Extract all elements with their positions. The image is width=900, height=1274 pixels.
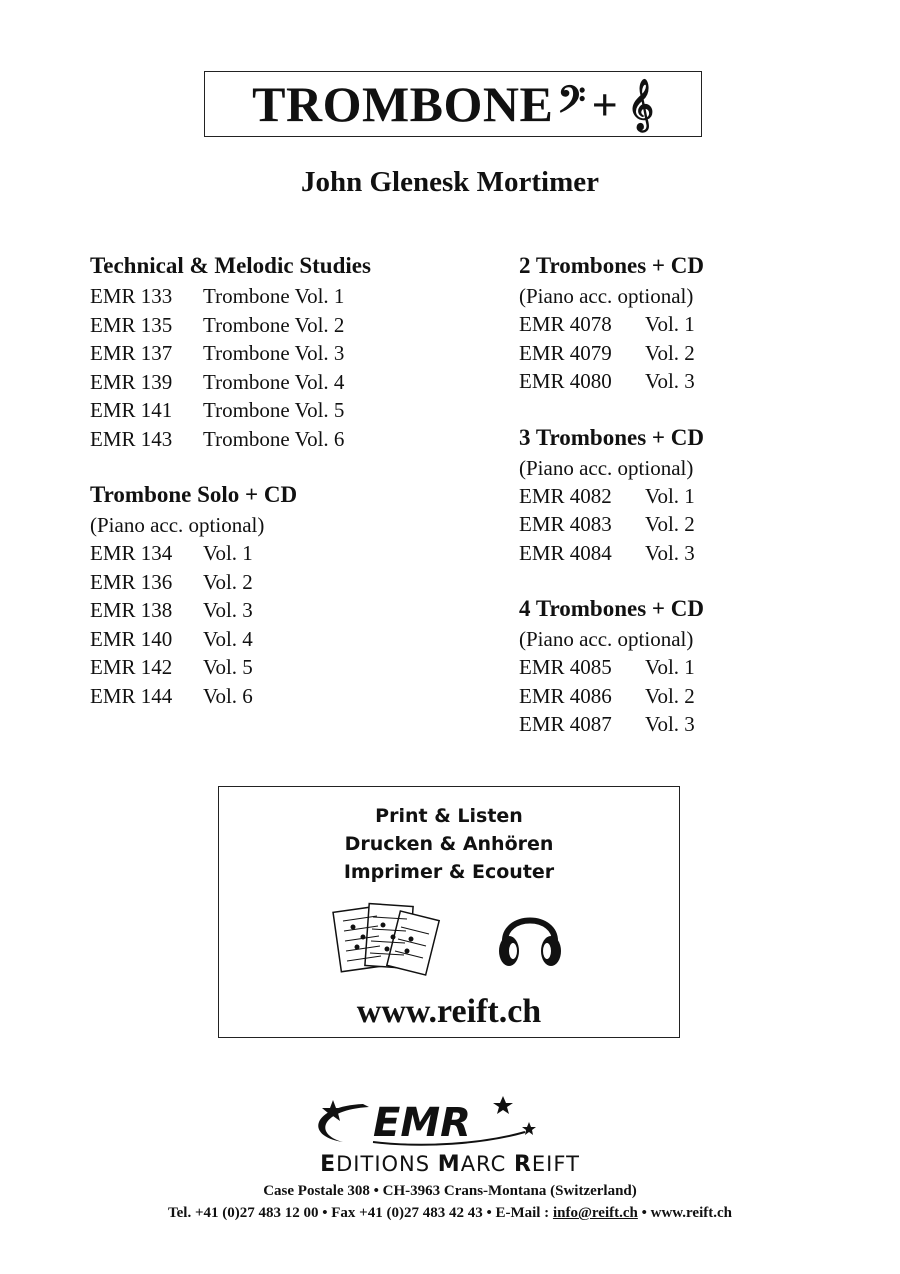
catalog-item (519, 510, 704, 539)
item-code: EMR 136 (90, 569, 173, 594)
author-name: John Glenesk Mortimer (300, 166, 599, 198)
title-plus: + (591, 78, 618, 130)
item-code: EMR 143 (90, 426, 173, 451)
item-code: EMR 142 (90, 655, 173, 679)
title-box (204, 71, 702, 137)
item-label: Trombone Vol. 2 (203, 312, 345, 337)
page-title: TROMBONE (252, 76, 554, 132)
logo-text: EMR (373, 1100, 471, 1146)
item-label: Trombone Vol. 6 (203, 426, 345, 451)
item-label: Vol. 3 (645, 540, 695, 565)
catalog-item (90, 568, 371, 597)
bass-clef-icon: 𝄢 (557, 78, 586, 130)
catalog-item (519, 339, 704, 368)
item-code: EMR 138 (90, 598, 173, 622)
promo-website[interactable]: www.reift.ch (356, 993, 542, 1030)
item-code: EMR 4085 (519, 655, 612, 679)
publisher-contact: Tel. +41 (0)27 483 12 00 • Fax +41 (0)27 483 42 43 • E-Mail : info@reift.ch • www.reift.ch (168, 1205, 732, 1221)
item-code: EMR 144 (90, 683, 173, 708)
promo-box (218, 786, 680, 1038)
publisher-name: EDITIONS MARC REIFT (320, 1152, 580, 1177)
right-catalog-column (519, 250, 704, 765)
item-code: EMR 140 (90, 626, 173, 651)
item-label: Trombone Vol. 5 (203, 398, 345, 422)
item-code: EMR 4084 (519, 540, 612, 565)
catalog-section (90, 479, 371, 710)
item-code: EMR 4083 (519, 512, 612, 536)
item-code: EMR 4079 (519, 340, 612, 365)
treble-clef-icon: 𝄞 (627, 78, 654, 130)
section-subtitle: (Piano acc. optional) (519, 627, 694, 651)
item-label: Vol. 2 (645, 340, 695, 365)
item-label: Vol. 3 (645, 369, 695, 393)
catalog-item (90, 282, 371, 311)
item-label: Vol. 4 (203, 626, 253, 651)
catalog-item (90, 368, 371, 397)
item-code: EMR 134 (90, 541, 173, 565)
section-title: Technical & Melodic Studies (90, 253, 371, 278)
section-title: 4 Trombones + CD (519, 596, 704, 621)
item-label: Trombone Vol. 3 (203, 341, 345, 365)
item-code: EMR 137 (90, 341, 173, 365)
item-code: EMR 4086 (519, 683, 612, 708)
item-label: Vol. 5 (203, 655, 253, 679)
publisher-address: Case Postale 308 • CH-3963 Crans-Montana (Switzerland) (263, 1183, 637, 1199)
section-subtitle: (Piano acc. optional) (519, 284, 694, 308)
item-label: Vol. 2 (645, 683, 695, 708)
catalog-item (90, 682, 371, 711)
catalog-item (90, 339, 371, 368)
item-code: EMR 4087 (519, 712, 612, 736)
promo-line-german: Drucken & Anhören (344, 833, 554, 855)
promo-line-english: Print & Listen (375, 805, 523, 827)
item-label: Vol. 1 (203, 541, 253, 565)
item-code: EMR 4078 (519, 312, 612, 336)
item-label: Vol. 1 (645, 483, 695, 508)
catalog-item (90, 596, 371, 625)
catalog-item (519, 482, 704, 511)
headphones-icon (495, 899, 565, 975)
catalog-item (519, 367, 704, 396)
item-label: Vol. 6 (203, 683, 253, 708)
item-code: EMR 4080 (519, 369, 612, 393)
item-label: Vol. 3 (203, 598, 253, 622)
catalog-item (90, 396, 371, 425)
item-code: EMR 139 (90, 369, 173, 394)
promo-line-french: Imprimer & Ecouter (343, 861, 555, 883)
catalog-section (519, 593, 704, 739)
catalog-item (90, 425, 371, 454)
section-subtitle: (Piano acc. optional) (519, 455, 694, 480)
catalog-section (90, 250, 371, 453)
section-title: 2 Trombones + CD (519, 253, 704, 278)
catalog-item (90, 653, 371, 682)
item-label: Trombone Vol. 1 (203, 284, 345, 308)
catalog-item (519, 310, 704, 339)
email-link[interactable]: info@reift.ch (552, 1205, 638, 1221)
item-code: EMR 141 (90, 398, 173, 422)
left-catalog-column (90, 250, 371, 736)
catalog-item (519, 653, 704, 682)
catalog-section (519, 250, 704, 396)
item-label: Trombone Vol. 4 (203, 369, 345, 394)
item-label: Vol. 3 (645, 712, 695, 736)
catalog-item (519, 539, 704, 568)
catalog-item (90, 539, 371, 568)
emr-logo (303, 1092, 539, 1152)
catalog-item (90, 625, 371, 654)
item-code: EMR 135 (90, 312, 173, 337)
item-label: Vol. 2 (203, 569, 253, 594)
item-code: EMR 133 (90, 284, 173, 308)
section-title: 3 Trombones + CD (519, 424, 704, 450)
catalog-section (519, 422, 704, 568)
sheet-music-icon (331, 899, 441, 979)
catalog-item (519, 682, 704, 711)
section-title: Trombone Solo + CD (90, 482, 298, 507)
item-label: Vol. 1 (645, 312, 695, 336)
item-label: Vol. 1 (645, 655, 695, 679)
catalog-item (90, 311, 371, 340)
section-subtitle: (Piano acc. optional) (90, 513, 265, 537)
item-label: Vol. 2 (645, 512, 695, 536)
item-code: EMR 4082 (519, 483, 612, 508)
catalog-item (519, 710, 704, 739)
